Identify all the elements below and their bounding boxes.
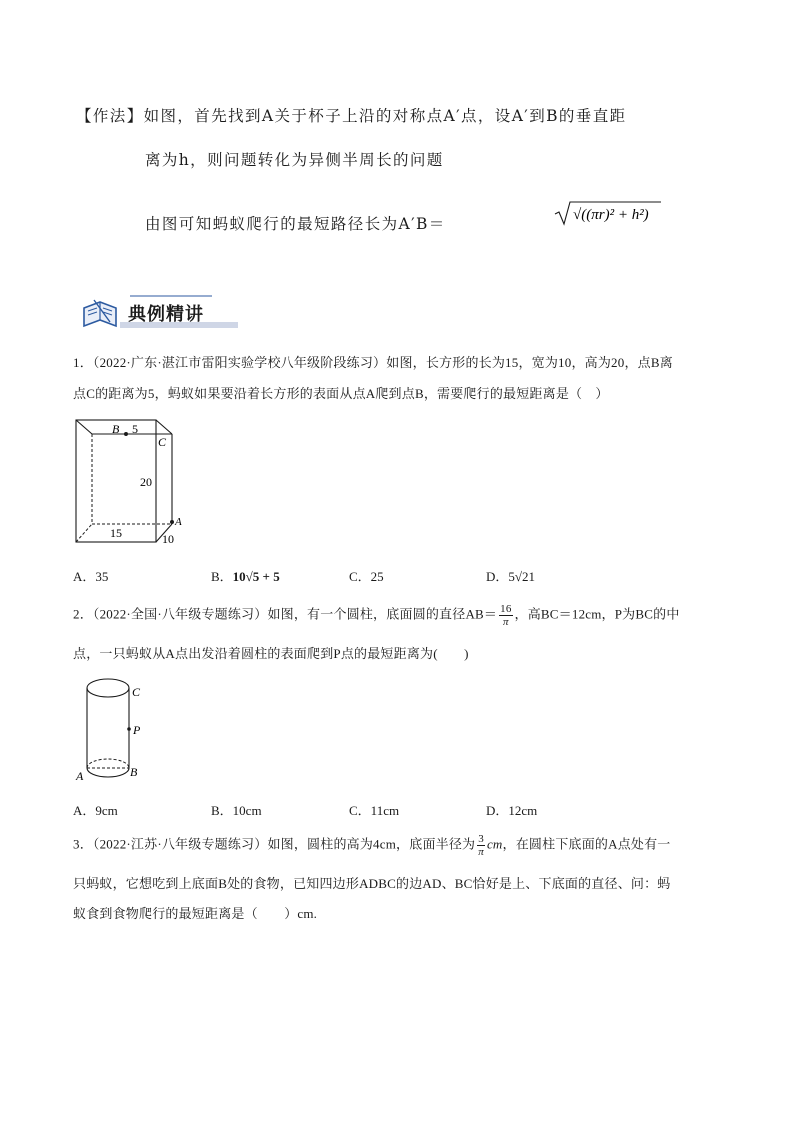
- label-b: B: [112, 422, 120, 436]
- q1-option-d[interactable]: [486, 566, 535, 585]
- point-b: [124, 432, 128, 436]
- q1-line-2: 点C的距离为5，蚂蚁如果要沿着长方形的表面从点A爬到点B，需要爬行的最短距离是（ ）: [73, 386, 609, 401]
- q1-option-b-value: 10√5 + 5: [232, 569, 280, 584]
- label-a: A: [175, 516, 182, 528]
- q3-line-2: 只蚂蚁，它想吃到上底面B处的食物，已知四边形ADBC的边AD、BC恰好是上、下底面的直径、问：蚂: [73, 876, 671, 891]
- q2-line-2: 点，一只蚂蚁从A点出发沿着圆柱的表面爬到P点的最短距离为( ): [73, 646, 469, 661]
- label-5: 5: [132, 422, 138, 436]
- section-header: [80, 292, 240, 334]
- q2-option-c[interactable]: C．11cm: [349, 803, 400, 818]
- q1-option-d-label: D．: [486, 569, 509, 584]
- label-c: C: [158, 435, 167, 449]
- q2-line-1-pre: 2．（2022·全国·八年级专题练习）如图，有一个圆柱，底面圆的直径AB＝: [73, 606, 498, 622]
- cylinder-top: [87, 679, 129, 697]
- method-line-2: 离为h，则问题转化为异侧半周长的问题: [145, 151, 444, 169]
- q2-fraction-num: 16: [500, 603, 512, 615]
- q1-option-c[interactable]: C．25: [349, 569, 384, 584]
- label-15: 15: [110, 526, 122, 540]
- q1-option-a[interactable]: A．35: [73, 569, 109, 584]
- q1-line-1: 1．（2022·广东·湛江市雷阳实验学校八年级阶段练习）如图，长方形的长为15，宽为10，高为20，点B离: [73, 355, 673, 370]
- formula: [553, 199, 663, 231]
- q1-option-b-label: B．: [211, 569, 233, 584]
- method-line-3: 由图可知蚂蚁爬行的最短路径长为A′B＝: [145, 215, 446, 233]
- q3-line-1: [73, 833, 671, 858]
- label-c: C: [132, 685, 141, 699]
- q3-line-1-post: ，在圆柱下底面的A点处有一: [502, 836, 671, 852]
- q3-line-3: 蚁食到食物爬行的最短距离是（ ）cm.: [73, 906, 318, 921]
- label-10: 10: [162, 532, 174, 546]
- formula-text: √((πr)² + h²): [573, 207, 649, 223]
- q2-line-1-post: ，高BC＝12cm，P为BC的中: [514, 606, 680, 622]
- section-title: 典例精讲: [128, 304, 204, 325]
- q1-option-d-value: 5√21: [508, 569, 536, 584]
- label-b: B: [130, 765, 138, 779]
- q3-fraction-den: π: [478, 846, 484, 858]
- q2-option-b[interactable]: B．10cm: [211, 803, 262, 818]
- q3-fraction: [477, 833, 485, 858]
- q2-cylinder-figure: [70, 670, 160, 788]
- q3-fraction-num: 3: [478, 833, 484, 845]
- q2-option-d[interactable]: D．12cm: [486, 803, 538, 818]
- q2-line-1: [73, 603, 680, 628]
- q3-fraction-unit: cm: [486, 836, 503, 852]
- q2-fraction-den: π: [502, 616, 509, 628]
- q2-fraction: [499, 603, 512, 628]
- label-a: A: [76, 769, 84, 783]
- method-line-1: 【作法】如图，首先找到A关于杯子上沿的对称点A′点，设A′到B的垂直距: [76, 107, 627, 125]
- q3-line-1-pre: 3．（2022·江苏·八年级专题练习）如图，圆柱的高为4cm，底面半径为: [73, 836, 476, 852]
- point-p: [127, 727, 131, 731]
- q1-option-b[interactable]: [211, 566, 280, 585]
- label-p: P: [133, 723, 141, 737]
- label-20: 20: [140, 475, 152, 489]
- point-a: [170, 520, 174, 524]
- sqrt-formula-graphic: [553, 199, 663, 227]
- q1-box-figure: [68, 418, 198, 548]
- q2-option-a[interactable]: A．9cm: [73, 803, 118, 818]
